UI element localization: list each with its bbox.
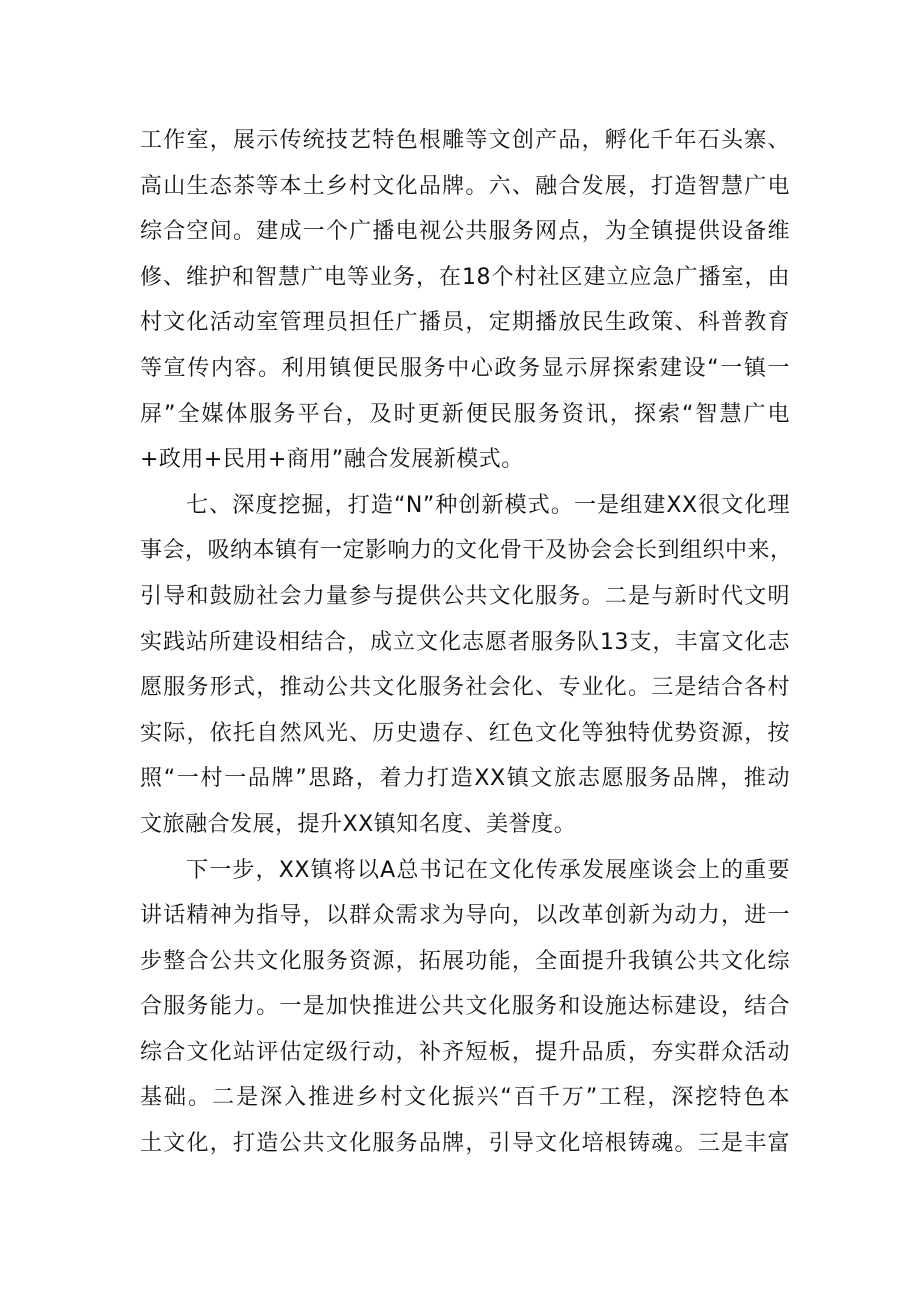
text-line: 高山生态茶等本土乡村文化品牌。六、融合发展，打造智慧广电 <box>140 173 790 199</box>
paragraph-1 <box>140 118 790 483</box>
text-line: 下一步，XX镇将以A总书记在文化传承发展座谈会上的重要 <box>186 857 790 883</box>
text-line: 工作室，展示传统技艺特色根雕等文创产品，孵化千年石头寨、 <box>140 128 790 153</box>
paragraph-2 <box>140 483 793 848</box>
text-line: 实际，依托自然风光、历史遗存、红色文化等独特优势资源，按 <box>140 720 790 746</box>
text-line: 文旅融合发展，提升XX镇知名度、美誉度。 <box>140 811 577 837</box>
text-line: 土文化，打造公共文化服务品牌，引导文化培根铸魂。三是丰富 <box>140 1131 790 1157</box>
text-line: +政用+民用+商用”融合发展新模式。 <box>140 447 524 473</box>
text-line: 实践站所建设相结合，成立文化志愿者服务队13支，丰富文化志 <box>140 629 790 655</box>
text-line: 合服务能力。一是加快推进公共文化服务和设施达标建设，结合 <box>140 994 790 1020</box>
text-line: 引导和鼓励社会力量参与提供公共文化服务。二是与新时代文明 <box>140 583 790 609</box>
text-line: 基础。二是深入推进乡村文化振兴“百千万”工程，深挖特色本 <box>140 1085 790 1111</box>
text-line: 综合空间。建成一个广播电视公共服务网点，为全镇提供设备维 <box>140 219 790 245</box>
text-line: 屏”全媒体服务平台，及时更新便民服务资讯，探索“智慧广电 <box>140 401 790 427</box>
text-line: 事会，吸纳本镇有一定影响力的文化骨干及协会会长到组织中来， <box>140 538 793 564</box>
text-line: 讲话精神为指导，以群众需求为导向，以改革创新为动力，进一 <box>140 903 790 929</box>
text-line: 七、深度挖掘，打造“N”种创新模式。一是组建XX很文化理 <box>186 492 790 518</box>
text-line: 照“一村一品牌”思路，着力打造XX镇文旅志愿服务品牌，推动 <box>140 766 790 792</box>
text-line: 步整合公共文化服务资源，拓展功能，全面提升我镇公共文化综 <box>140 948 790 974</box>
text-line: 等宣传内容。利用镇便民服务中心政务显示屏探索建设“一镇一 <box>140 355 790 381</box>
text-line: 综合文化站评估定级行动，补齐短板，提升品质，夯实群众活动 <box>140 1039 790 1065</box>
document-body <box>140 118 793 1167</box>
paragraph-3 <box>140 848 790 1167</box>
text-line: 愿服务形式，推动公共文化服务社会化、专业化。三是结合各村 <box>140 675 790 701</box>
text-line: 修、维护和智慧广电等业务，在18个村社区建立应急广播室，由 <box>140 264 790 290</box>
text-line: 村文化活动室管理员担任广播员，定期播放民生政策、科普教育 <box>140 310 790 336</box>
